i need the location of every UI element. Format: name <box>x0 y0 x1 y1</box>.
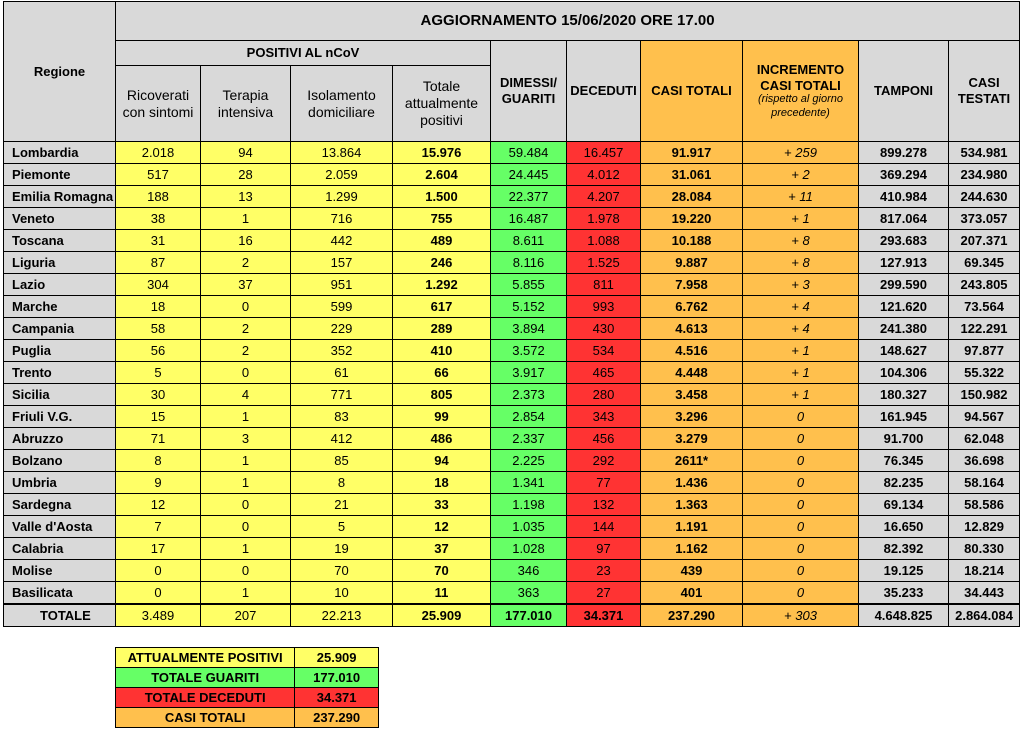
table-row <box>4 428 1020 450</box>
casi-testati-cell: 122.291 <box>949 318 1020 340</box>
isolamento-cell: 8 <box>291 472 393 494</box>
casi-totali-cell: 91.917 <box>641 142 743 164</box>
region-cell: Marche <box>4 296 116 318</box>
isolamento-cell: 412 <box>291 428 393 450</box>
casi-totali-cell: 6.762 <box>641 296 743 318</box>
tamponi-cell: 241.380 <box>859 318 949 340</box>
deceduti-cell: 430 <box>567 318 641 340</box>
deceduti-cell: 16.457 <box>567 142 641 164</box>
region-cell: Toscana <box>4 230 116 252</box>
summary-value: 34.371 <box>295 688 379 708</box>
totale-positivi-cell: 1.292 <box>393 274 491 296</box>
casi-testati-header: CASI TESTATI <box>949 41 1020 142</box>
dimessi-cell: 2.854 <box>491 406 567 428</box>
totale-positivi-cell: 489 <box>393 230 491 252</box>
totale-positivi-cell: 1.500 <box>393 186 491 208</box>
isolamento-cell: 21 <box>291 494 393 516</box>
casi-testati-cell: 73.564 <box>949 296 1020 318</box>
tamponi-header: TAMPONI <box>859 41 949 142</box>
tamponi-cell: 19.125 <box>859 560 949 582</box>
region-cell: TOTALE <box>4 604 116 627</box>
casi-totali-cell: 1.191 <box>641 516 743 538</box>
table-row <box>4 362 1020 384</box>
casi-totali-cell: 1.436 <box>641 472 743 494</box>
ricoverati-cell: 56 <box>116 340 201 362</box>
deceduti-cell: 811 <box>567 274 641 296</box>
tamponi-cell: 69.134 <box>859 494 949 516</box>
dimessi-cell: 3.894 <box>491 318 567 340</box>
terapia-cell: 0 <box>201 494 291 516</box>
ricoverati-cell: 2.018 <box>116 142 201 164</box>
covid-data-table <box>3 1 1020 627</box>
tamponi-cell: 817.064 <box>859 208 949 230</box>
dimessi-cell: 2.373 <box>491 384 567 406</box>
isolamento-cell: 599 <box>291 296 393 318</box>
tamponi-cell: 4.648.825 <box>859 604 949 627</box>
terapia-cell: 3 <box>201 428 291 450</box>
dimessi-header: DIMESSI/ GUARITI <box>491 41 567 142</box>
totale-positivi-cell: 99 <box>393 406 491 428</box>
isolamento-cell: 1.299 <box>291 186 393 208</box>
region-cell: Basilicata <box>4 582 116 605</box>
region-cell: Bolzano <box>4 450 116 472</box>
summary-label: TOTALE DECEDUTI <box>116 688 295 708</box>
incremento-cell: + 11 <box>743 186 859 208</box>
table-row <box>4 516 1020 538</box>
totale-positivi-cell: 755 <box>393 208 491 230</box>
deceduti-cell: 1.088 <box>567 230 641 252</box>
deceduti-header: DECEDUTI <box>567 41 641 142</box>
terapia-cell: 1 <box>201 406 291 428</box>
isolamento-cell: 10 <box>291 582 393 605</box>
total-row <box>4 604 1020 627</box>
terapia-cell: 94 <box>201 142 291 164</box>
casi-testati-cell: 97.877 <box>949 340 1020 362</box>
incremento-note: (rispetto al giorno precedente) <box>758 93 843 119</box>
tamponi-cell: 899.278 <box>859 142 949 164</box>
terapia-cell: 13 <box>201 186 291 208</box>
incremento-cell: + 4 <box>743 318 859 340</box>
summary-label: CASI TOTALI <box>116 708 295 728</box>
region-cell: Puglia <box>4 340 116 362</box>
deceduti-cell: 27 <box>567 582 641 605</box>
dimessi-cell: 346 <box>491 560 567 582</box>
isolamento-cell: 5 <box>291 516 393 538</box>
incremento-cell: + 4 <box>743 296 859 318</box>
casi-totali-cell: 401 <box>641 582 743 605</box>
table-row <box>4 186 1020 208</box>
ricoverati-cell: 15 <box>116 406 201 428</box>
terapia-cell: 2 <box>201 318 291 340</box>
terapia-cell: 2 <box>201 252 291 274</box>
isolamento-header: Isolamento domiciliare <box>291 66 393 142</box>
table-row <box>4 450 1020 472</box>
casi-totali-cell: 3.296 <box>641 406 743 428</box>
dimessi-cell: 59.484 <box>491 142 567 164</box>
terapia-cell: 0 <box>201 516 291 538</box>
deceduti-cell: 4.207 <box>567 186 641 208</box>
incremento-cell: 0 <box>743 516 859 538</box>
deceduti-cell: 292 <box>567 450 641 472</box>
incremento-cell: 0 <box>743 494 859 516</box>
tamponi-cell: 180.327 <box>859 384 949 406</box>
deceduti-cell: 343 <box>567 406 641 428</box>
casi-testati-cell: 80.330 <box>949 538 1020 560</box>
ricoverati-cell: 30 <box>116 384 201 406</box>
isolamento-cell: 2.059 <box>291 164 393 186</box>
region-cell: Abruzzo <box>4 428 116 450</box>
isolamento-cell: 22.213 <box>291 604 393 627</box>
totale-positivi-cell: 617 <box>393 296 491 318</box>
totale-positivi-header: Totale attualmente positivi <box>393 66 491 142</box>
dimessi-cell: 363 <box>491 582 567 605</box>
region-cell: Campania <box>4 318 116 340</box>
incremento-title: INCREMENTO CASI TOTALI <box>756 62 845 93</box>
isolamento-cell: 352 <box>291 340 393 362</box>
incremento-cell: + 1 <box>743 340 859 362</box>
casi-testati-cell: 207.371 <box>949 230 1020 252</box>
casi-totali-cell: 3.279 <box>641 428 743 450</box>
ricoverati-cell: 31 <box>116 230 201 252</box>
casi-testati-cell: 2.864.084 <box>949 604 1020 627</box>
region-cell: Liguria <box>4 252 116 274</box>
region-cell: Trento <box>4 362 116 384</box>
table-row <box>4 230 1020 252</box>
summary-row <box>116 688 379 708</box>
casi-testati-cell: 12.829 <box>949 516 1020 538</box>
table-row <box>4 318 1020 340</box>
ricoverati-header: Ricoverati con sintomi <box>116 66 201 142</box>
table-row <box>4 274 1020 296</box>
summary-value: 237.290 <box>295 708 379 728</box>
dimessi-cell: 1.028 <box>491 538 567 560</box>
deceduti-cell: 77 <box>567 472 641 494</box>
isolamento-cell: 229 <box>291 318 393 340</box>
isolamento-cell: 716 <box>291 208 393 230</box>
ricoverati-cell: 188 <box>116 186 201 208</box>
casi-testati-cell: 243.805 <box>949 274 1020 296</box>
casi-totali-cell: 9.887 <box>641 252 743 274</box>
casi-totali-cell: 4.516 <box>641 340 743 362</box>
totale-positivi-cell: 66 <box>393 362 491 384</box>
casi-testati-cell: 58.586 <box>949 494 1020 516</box>
region-header: Regione <box>4 2 116 142</box>
casi-totali-cell: 19.220 <box>641 208 743 230</box>
dimessi-cell: 2.337 <box>491 428 567 450</box>
terapia-cell: 0 <box>201 362 291 384</box>
casi-testati-cell: 34.443 <box>949 582 1020 605</box>
table-row <box>4 384 1020 406</box>
deceduti-cell: 1.525 <box>567 252 641 274</box>
tamponi-cell: 148.627 <box>859 340 949 362</box>
summary-label: ATTUALMENTE POSITIVI <box>116 648 295 668</box>
table-row <box>4 252 1020 274</box>
ricoverati-cell: 9 <box>116 472 201 494</box>
region-cell: Piemonte <box>4 164 116 186</box>
dimessi-cell: 3.572 <box>491 340 567 362</box>
incremento-cell: + 1 <box>743 384 859 406</box>
table-row <box>4 538 1020 560</box>
totale-positivi-cell: 25.909 <box>393 604 491 627</box>
table-row <box>4 560 1020 582</box>
tamponi-cell: 161.945 <box>859 406 949 428</box>
totale-positivi-cell: 805 <box>393 384 491 406</box>
casi-totali-cell: 10.188 <box>641 230 743 252</box>
incremento-cell: + 8 <box>743 230 859 252</box>
incremento-cell: 0 <box>743 406 859 428</box>
isolamento-cell: 157 <box>291 252 393 274</box>
casi-totali-cell: 4.613 <box>641 318 743 340</box>
tamponi-cell: 299.590 <box>859 274 949 296</box>
table-row <box>4 340 1020 362</box>
table-row <box>4 406 1020 428</box>
deceduti-cell: 534 <box>567 340 641 362</box>
summary-table <box>115 647 379 728</box>
dimessi-cell: 8.611 <box>491 230 567 252</box>
incremento-cell: 0 <box>743 450 859 472</box>
deceduti-cell: 4.012 <box>567 164 641 186</box>
casi-testati-cell: 36.698 <box>949 450 1020 472</box>
table-row <box>4 582 1020 605</box>
incremento-cell: 0 <box>743 538 859 560</box>
region-cell: Sardegna <box>4 494 116 516</box>
region-cell: Emilia Romagna <box>4 186 116 208</box>
deceduti-cell: 280 <box>567 384 641 406</box>
table-row <box>4 472 1020 494</box>
dimessi-cell: 1.341 <box>491 472 567 494</box>
update-title: AGGIORNAMENTO 15/06/2020 ORE 17.00 <box>116 2 1020 41</box>
terapia-cell: 1 <box>201 472 291 494</box>
positive-group-header: POSITIVI AL nCoV <box>116 41 491 66</box>
totale-positivi-cell: 70 <box>393 560 491 582</box>
tamponi-cell: 82.235 <box>859 472 949 494</box>
casi-totali-header: CASI TOTALI <box>641 41 743 142</box>
region-cell: Calabria <box>4 538 116 560</box>
dimessi-cell: 5.152 <box>491 296 567 318</box>
ricoverati-cell: 0 <box>116 560 201 582</box>
casi-testati-cell: 18.214 <box>949 560 1020 582</box>
ricoverati-cell: 58 <box>116 318 201 340</box>
table-row <box>4 208 1020 230</box>
table-row <box>4 494 1020 516</box>
totale-positivi-cell: 410 <box>393 340 491 362</box>
region-cell: Umbria <box>4 472 116 494</box>
dimessi-cell: 8.116 <box>491 252 567 274</box>
tamponi-cell: 35.233 <box>859 582 949 605</box>
totale-positivi-cell: 18 <box>393 472 491 494</box>
casi-testati-cell: 234.980 <box>949 164 1020 186</box>
summary-value: 177.010 <box>295 668 379 688</box>
incremento-cell: + 1 <box>743 362 859 384</box>
dimessi-cell: 5.855 <box>491 274 567 296</box>
summary-label: TOTALE GUARITI <box>116 668 295 688</box>
casi-testati-cell: 69.345 <box>949 252 1020 274</box>
casi-testati-cell: 94.567 <box>949 406 1020 428</box>
casi-testati-cell: 244.630 <box>949 186 1020 208</box>
region-cell: Molise <box>4 560 116 582</box>
tamponi-cell: 127.913 <box>859 252 949 274</box>
casi-totali-cell: 28.084 <box>641 186 743 208</box>
ricoverati-cell: 87 <box>116 252 201 274</box>
ricoverati-cell: 517 <box>116 164 201 186</box>
deceduti-cell: 456 <box>567 428 641 450</box>
deceduti-cell: 132 <box>567 494 641 516</box>
casi-testati-cell: 62.048 <box>949 428 1020 450</box>
tamponi-cell: 410.984 <box>859 186 949 208</box>
dimessi-cell: 1.198 <box>491 494 567 516</box>
ricoverati-cell: 3.489 <box>116 604 201 627</box>
ricoverati-cell: 304 <box>116 274 201 296</box>
deceduti-cell: 465 <box>567 362 641 384</box>
dimessi-cell: 24.445 <box>491 164 567 186</box>
tamponi-cell: 91.700 <box>859 428 949 450</box>
summary-row <box>116 648 379 668</box>
deceduti-cell: 23 <box>567 560 641 582</box>
totale-positivi-cell: 12 <box>393 516 491 538</box>
incremento-cell: + 1 <box>743 208 859 230</box>
terapia-cell: 1 <box>201 538 291 560</box>
casi-totali-cell: 237.290 <box>641 604 743 627</box>
summary-row <box>116 668 379 688</box>
isolamento-cell: 951 <box>291 274 393 296</box>
incremento-cell: + 303 <box>743 604 859 627</box>
isolamento-cell: 771 <box>291 384 393 406</box>
dimessi-cell: 3.917 <box>491 362 567 384</box>
totale-positivi-cell: 94 <box>393 450 491 472</box>
casi-totali-cell: 3.458 <box>641 384 743 406</box>
tamponi-cell: 369.294 <box>859 164 949 186</box>
region-cell: Veneto <box>4 208 116 230</box>
isolamento-cell: 19 <box>291 538 393 560</box>
deceduti-cell: 993 <box>567 296 641 318</box>
deceduti-cell: 34.371 <box>567 604 641 627</box>
casi-totali-cell: 31.061 <box>641 164 743 186</box>
deceduti-cell: 1.978 <box>567 208 641 230</box>
totale-positivi-cell: 33 <box>393 494 491 516</box>
totale-positivi-cell: 2.604 <box>393 164 491 186</box>
region-cell: Lombardia <box>4 142 116 164</box>
tamponi-cell: 121.620 <box>859 296 949 318</box>
ricoverati-cell: 71 <box>116 428 201 450</box>
totale-positivi-cell: 289 <box>393 318 491 340</box>
incremento-cell: 0 <box>743 560 859 582</box>
terapia-cell: 1 <box>201 208 291 230</box>
table-row <box>4 142 1020 164</box>
region-cell: Friuli V.G. <box>4 406 116 428</box>
totale-positivi-cell: 11 <box>393 582 491 605</box>
terapia-cell: 28 <box>201 164 291 186</box>
casi-testati-cell: 150.982 <box>949 384 1020 406</box>
deceduti-cell: 97 <box>567 538 641 560</box>
terapia-cell: 0 <box>201 296 291 318</box>
totale-positivi-cell: 246 <box>393 252 491 274</box>
terapia-cell: 1 <box>201 582 291 605</box>
incremento-cell: + 259 <box>743 142 859 164</box>
terapia-header: Terapia intensiva <box>201 66 291 142</box>
dimessi-cell: 1.035 <box>491 516 567 538</box>
casi-totali-cell: 7.958 <box>641 274 743 296</box>
dimessi-cell: 22.377 <box>491 186 567 208</box>
ricoverati-cell: 12 <box>116 494 201 516</box>
ricoverati-cell: 5 <box>116 362 201 384</box>
summary-value: 25.909 <box>295 648 379 668</box>
incremento-cell: + 2 <box>743 164 859 186</box>
dimessi-cell: 177.010 <box>491 604 567 627</box>
casi-testati-cell: 58.164 <box>949 472 1020 494</box>
isolamento-cell: 442 <box>291 230 393 252</box>
isolamento-cell: 61 <box>291 362 393 384</box>
table-row <box>4 164 1020 186</box>
casi-totali-cell: 1.363 <box>641 494 743 516</box>
tamponi-cell: 82.392 <box>859 538 949 560</box>
incremento-cell: 0 <box>743 428 859 450</box>
incremento-cell: + 3 <box>743 274 859 296</box>
terapia-cell: 37 <box>201 274 291 296</box>
terapia-cell: 4 <box>201 384 291 406</box>
isolamento-cell: 70 <box>291 560 393 582</box>
tamponi-cell: 104.306 <box>859 362 949 384</box>
isolamento-cell: 83 <box>291 406 393 428</box>
incremento-cell: 0 <box>743 582 859 605</box>
incremento-header <box>743 41 859 142</box>
tamponi-cell: 16.650 <box>859 516 949 538</box>
table-row <box>4 296 1020 318</box>
deceduti-cell: 144 <box>567 516 641 538</box>
casi-totali-cell: 4.448 <box>641 362 743 384</box>
ricoverati-cell: 18 <box>116 296 201 318</box>
incremento-cell: + 8 <box>743 252 859 274</box>
terapia-cell: 0 <box>201 560 291 582</box>
totale-positivi-cell: 15.976 <box>393 142 491 164</box>
dimessi-cell: 2.225 <box>491 450 567 472</box>
ricoverati-cell: 17 <box>116 538 201 560</box>
casi-testati-cell: 534.981 <box>949 142 1020 164</box>
region-cell: Lazio <box>4 274 116 296</box>
ricoverati-cell: 38 <box>116 208 201 230</box>
totale-positivi-cell: 37 <box>393 538 491 560</box>
casi-totali-cell: 1.162 <box>641 538 743 560</box>
casi-totali-cell: 439 <box>641 560 743 582</box>
isolamento-cell: 13.864 <box>291 142 393 164</box>
casi-testati-cell: 373.057 <box>949 208 1020 230</box>
incremento-cell: 0 <box>743 472 859 494</box>
ricoverati-cell: 7 <box>116 516 201 538</box>
terapia-cell: 207 <box>201 604 291 627</box>
isolamento-cell: 85 <box>291 450 393 472</box>
region-cell: Valle d'Aosta <box>4 516 116 538</box>
ricoverati-cell: 8 <box>116 450 201 472</box>
summary-row <box>116 708 379 728</box>
casi-testati-cell: 55.322 <box>949 362 1020 384</box>
tamponi-cell: 76.345 <box>859 450 949 472</box>
terapia-cell: 2 <box>201 340 291 362</box>
dimessi-cell: 16.487 <box>491 208 567 230</box>
region-cell: Sicilia <box>4 384 116 406</box>
terapia-cell: 1 <box>201 450 291 472</box>
terapia-cell: 16 <box>201 230 291 252</box>
tamponi-cell: 293.683 <box>859 230 949 252</box>
totale-positivi-cell: 486 <box>393 428 491 450</box>
casi-totali-cell: 2611* <box>641 450 743 472</box>
ricoverati-cell: 0 <box>116 582 201 605</box>
